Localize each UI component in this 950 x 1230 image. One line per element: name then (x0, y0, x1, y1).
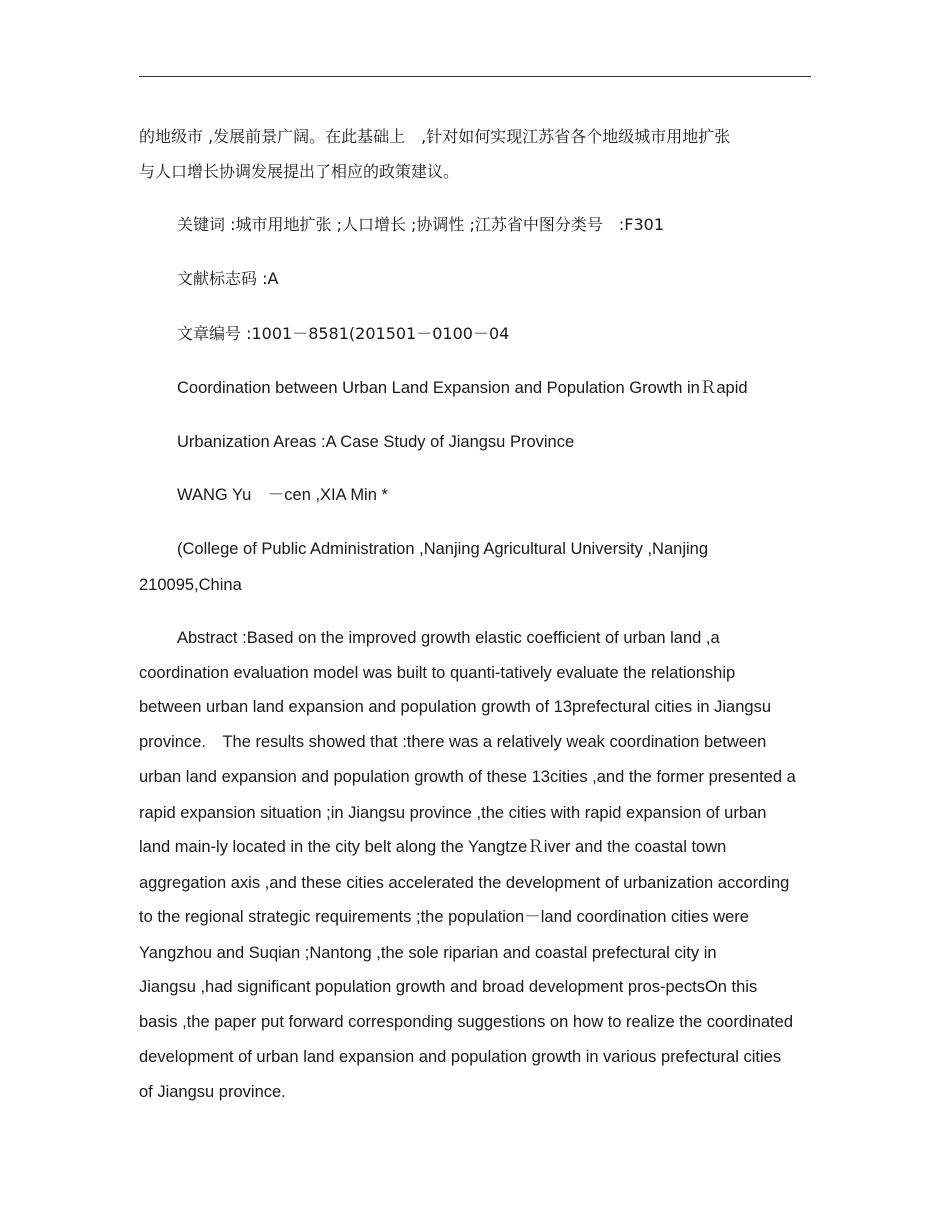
abstract-line: coordination evaluation model was built to quanti-tatively evaluate the relationship (139, 664, 736, 682)
affiliation-line: (College of Public Administration ,Nanjing Agricultural University ,Nanjing (177, 540, 708, 558)
abstract-line: land main-ly located in the city belt along the YangtzeＲiver and the coastal town (139, 838, 727, 856)
abstract-line: urban land expansion and population growth of these 13cities ,and the former presented a (139, 768, 796, 786)
abstract-line: Abstract :Based on the improved growth elastic coefficient of urban land ,a (177, 629, 720, 647)
authors-line: WANG Yu －cen ,XIA Min * (177, 486, 388, 504)
english-title-line: Urbanization Areas :A Case Study of Jiangsu Province (177, 433, 575, 451)
abstract-line: Jiangsu ,had significant population growth and broad development pros-pectsOn this (139, 978, 758, 996)
chinese-abstract-line: 的地级市 ,发展前景广阔。在此基础上 ,针对如何实现江苏省各个地级城市用地扩张 (139, 127, 731, 146)
document-code-line: 文献标志码 :A (177, 269, 279, 288)
abstract-line: aggregation axis ,and these cities accelerated the development of urbanization according (139, 874, 790, 892)
abstract-line: Yangzhou and Suqian ;Nantong ,the sole riparian and coastal prefectural city in (139, 944, 717, 962)
abstract-line: basis ,the paper put forward corresponding suggestions on how to realize the coordinated (139, 1013, 793, 1031)
abstract-line: between urban land expansion and population growth of 13prefectural cities in Jiangsu (139, 698, 772, 716)
abstract-line: rapid expansion situation ;in Jiangsu province ,the cities with rapid expansion of urban (139, 804, 767, 822)
keywords-line: 关键词 :城市用地扩张 ;人口增长 ;协调性 ;江苏省中图分类号 :F301 (177, 215, 665, 234)
header-rule (139, 76, 811, 77)
affiliation-line: 210095,China (139, 576, 242, 594)
abstract-line: to the regional strategic requirements ;the population－land coordination cities were (139, 908, 749, 926)
english-title-line: Coordination between Urban Land Expansion and Population Growth inＲapid (177, 379, 748, 397)
chinese-abstract-line: 与人口增长协调发展提出了相应的政策建议。 (139, 162, 460, 181)
abstract-line: of Jiangsu province. (139, 1083, 286, 1101)
abstract-line: development of urban land expansion and population growth in various prefectural cities (139, 1048, 782, 1066)
article-number-line: 文章编号 :1001－8581(201501－0100－04 (177, 324, 510, 343)
abstract-line: province. The results showed that :there was a relatively weak coordination between (139, 733, 767, 751)
